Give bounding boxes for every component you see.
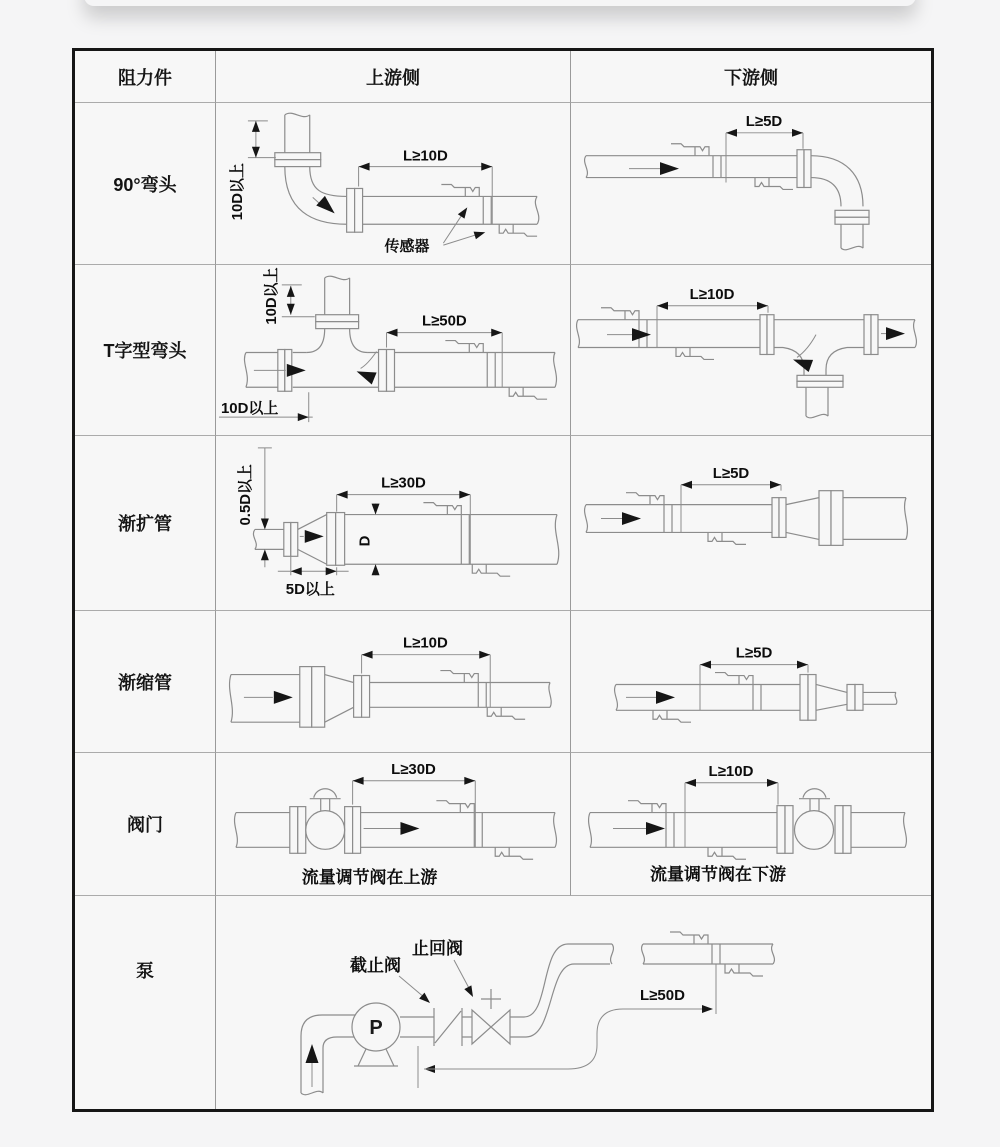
dim-horizontal-text: L≥5D <box>745 112 783 130</box>
dim-horizontal-text: L≥5D <box>712 464 750 482</box>
pump-inlet-pipe <box>301 1015 355 1095</box>
diagram-valve-upstream-svg <box>216 753 570 895</box>
sensor-icon <box>441 184 537 236</box>
diagram-tee-upstream <box>216 265 571 436</box>
dim-vertical-text: 0.5D以上 <box>236 464 254 526</box>
horizontal-dimension <box>726 113 803 183</box>
diagram-expander-upstream-svg <box>216 436 570 610</box>
diagram-90-elbow-upstream <box>216 103 571 265</box>
stop-valve-label: 截止阀 <box>350 956 401 975</box>
flow-arrow <box>626 691 675 704</box>
sensor-icon <box>671 144 793 190</box>
flow-arrow <box>629 162 679 175</box>
diagram-expander-downstream <box>571 436 931 611</box>
dim-horizontal-text: L≥30D <box>391 760 436 778</box>
dim-vertical-text: 10D以上 <box>262 267 280 325</box>
horizontal-dimension <box>685 763 778 847</box>
header-resistance <box>75 51 216 103</box>
dim-d-text: D <box>356 535 374 547</box>
vertical-dimension <box>229 121 276 220</box>
header-upstream <box>216 51 571 103</box>
diagram-pump-svg <box>216 896 931 1109</box>
header-downstream <box>571 51 931 103</box>
header-upstream-label: 上游侧 <box>366 67 420 88</box>
pump <box>352 1003 400 1066</box>
dim-horizontal-text: L≥10D <box>689 285 735 303</box>
diagram-90-elbow-downstream-svg <box>571 103 931 264</box>
horizontal-dimension <box>700 645 808 711</box>
card-shadow <box>84 0 916 6</box>
diagram-valve-downstream <box>571 753 931 896</box>
header-downstream-label: 下游侧 <box>724 67 778 88</box>
diagram-expander-downstream-svg <box>571 436 931 610</box>
diagram-valve-downstream-svg <box>571 753 931 895</box>
elbow-pipe <box>585 150 869 250</box>
diagram-reducer-upstream-svg <box>216 611 570 752</box>
dim-horizontal-text: L≥5D <box>735 644 773 662</box>
flow-arrow <box>607 327 905 372</box>
flow-arrow <box>313 196 339 218</box>
horizontal-dimension <box>681 465 781 533</box>
flow-arrow <box>613 822 665 835</box>
flow-arrow <box>300 530 324 543</box>
check-valve-callout <box>412 938 477 999</box>
horizontal-dimension <box>657 286 768 348</box>
flowmeter-installation-table <box>72 48 934 1112</box>
flow-arrow <box>601 512 641 525</box>
flow-arrow <box>254 351 377 384</box>
horizontal-dimension <box>359 148 493 225</box>
diagram-reducer-downstream <box>571 611 931 753</box>
sensor-callout <box>384 205 487 255</box>
dim-horizontal-text: L≥10D <box>403 147 448 165</box>
bottom-dimension <box>219 392 313 422</box>
sensor-icon <box>436 801 533 860</box>
tee-pipe <box>577 315 917 418</box>
dim-horizontal-text: L≥10D <box>708 762 754 780</box>
stop-valve <box>400 1008 472 1046</box>
diagram-pump <box>216 896 931 1109</box>
diagram-tee-downstream <box>571 265 931 436</box>
row-label-reducer: 渐缩管 <box>75 611 216 753</box>
diagram-reducer-upstream <box>216 611 571 753</box>
row-label-valve: 阀门 <box>75 753 216 896</box>
dim-horizontal-text: L≥10D <box>403 634 448 652</box>
dim-vertical-text: 10D以上 <box>228 163 246 221</box>
sensor-icon <box>628 801 746 860</box>
flow-arrow <box>244 691 293 704</box>
globe-valve <box>306 789 345 850</box>
dim-horizontal-text: L≥50D <box>640 987 685 1004</box>
pump-outlet-pipe <box>510 944 613 1037</box>
dim-horizontal-text: L≥30D <box>381 474 426 492</box>
sensor-icon <box>423 503 510 577</box>
valve-pipe <box>589 806 907 854</box>
horizontal-dimension <box>337 475 471 565</box>
row-label-90-elbow: 90°弯头 <box>75 103 216 265</box>
header-resistance-label: 阻力件 <box>118 67 172 88</box>
row-label-tee-elbow: T字型弯头 <box>75 265 216 436</box>
diagram-reducer-downstream-svg <box>571 611 931 752</box>
sensor-icon <box>626 493 746 545</box>
vertical-dimension <box>263 267 315 324</box>
expander-pipe <box>253 513 558 566</box>
dim-horizontal-text: L≥50D <box>421 312 467 330</box>
diagram-tee-downstream-svg <box>571 265 931 435</box>
sensor-icon <box>440 671 525 720</box>
diagram-90-elbow-downstream <box>571 103 931 265</box>
sensor-label: 传感器 <box>384 238 430 256</box>
horizontal-dimension <box>387 313 503 388</box>
caption-valve-downstream: 流量调节阀在下游 <box>650 865 786 885</box>
row-label-pump: 泵 <box>75 896 216 1109</box>
diagram-expander-upstream <box>216 436 571 611</box>
check-valve <box>472 989 510 1044</box>
row-label-expander: 渐扩管 <box>75 436 216 611</box>
sensor-icon <box>445 341 547 400</box>
valve-pipe <box>235 807 557 854</box>
diagram-tee-upstream-svg <box>216 265 570 435</box>
elbow-pipe <box>275 113 539 232</box>
flow-arrow <box>364 822 420 835</box>
globe-valve <box>795 789 834 850</box>
horizontal-dimension <box>362 635 491 708</box>
check-valve-label: 止回阀 <box>412 939 463 958</box>
diagram-90-elbow-upstream-svg <box>216 103 570 264</box>
dim-bottom-text: 5D以上 <box>285 581 335 599</box>
stop-valve-callout <box>350 955 433 1006</box>
dim-bottom-text: 10D以上 <box>220 400 279 418</box>
pump-letter: P <box>369 1017 383 1039</box>
diagram-valve-upstream <box>216 753 571 896</box>
caption-valve-upstream: 流量调节阀在上游 <box>301 868 438 888</box>
